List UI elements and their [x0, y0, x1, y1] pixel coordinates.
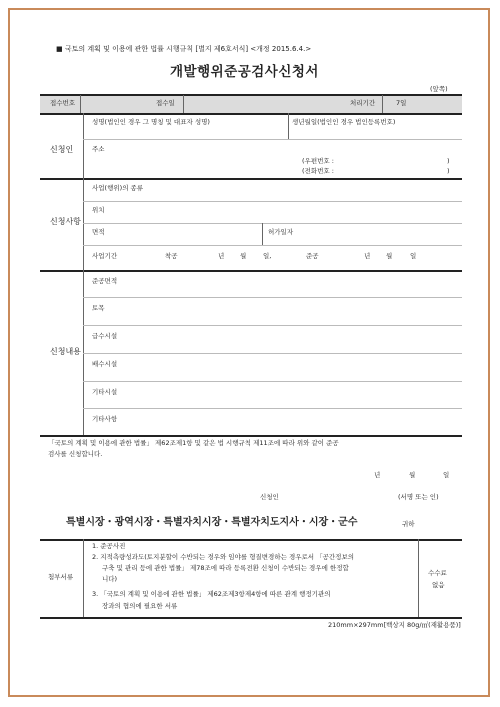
fee-label: 수수료: [428, 569, 447, 577]
attachment-line-4: 니다): [102, 575, 118, 583]
start-year[interactable]: 년: [218, 252, 225, 260]
completion-area-field[interactable]: 준공면적: [92, 277, 118, 285]
location-field[interactable]: 위치: [92, 206, 105, 214]
phone-label: (전화번호 :: [302, 167, 334, 175]
name-field[interactable]: 성명(법인인 경우 그 명칭 및 대표자 성명): [92, 118, 210, 126]
page-frame: [8, 8, 490, 697]
attachment-line-5: 3. 「국토의 계획 및 이용에 관한 법률」 제62조제3항제4항에 따른 관계 행정기관의: [92, 590, 331, 598]
address-field[interactable]: 주소: [92, 145, 105, 153]
start-label: 착공: [165, 252, 178, 260]
civil-works-field[interactable]: 토목: [92, 304, 105, 312]
date-month[interactable]: 월: [409, 471, 416, 479]
attachment-line-3: 구축 및 관리 등에 관한 법률」 제78조에 따라 등록전환 신청이 수반되는 경우에 한정합: [102, 564, 349, 572]
phone-close-paren: ): [447, 167, 450, 175]
date-year[interactable]: 년: [374, 471, 381, 479]
processing-period-label: 처리기간: [350, 99, 376, 107]
drainage-field[interactable]: 배수시설: [92, 360, 118, 368]
applicant-section-label: 신청인: [50, 145, 74, 154]
fee-value: 없음: [432, 581, 445, 589]
form-title: 개발행위준공검사신청서: [170, 64, 319, 80]
other-matters-field[interactable]: 기타사항: [92, 415, 118, 423]
recipient-suffix: 귀하: [402, 520, 415, 528]
receipt-number-label: 접수번호: [50, 99, 76, 107]
start-day[interactable]: 일,: [263, 252, 272, 260]
processing-period-value: 7일: [396, 99, 407, 107]
attachment-line-1: 1. 준공사진: [92, 542, 126, 550]
request-contents-section-label: 신청내용: [50, 347, 81, 356]
law-reference: ■ 국토의 계획 및 이용에 관한 법률 시행규칙 [별지 제6호서식] <개정 2015.6.4.>: [56, 45, 312, 53]
attachments-label: 첨부서류: [48, 573, 74, 581]
signature-field[interactable]: (서명 또는 인): [398, 493, 439, 501]
completion-day[interactable]: 일: [410, 252, 417, 260]
receipt-date-label: 접수일: [156, 99, 175, 107]
paper-spec: 210mm×297mm[백상지 80g/㎡(재활용품)]: [328, 621, 461, 629]
project-period-label: 사업기간: [92, 252, 118, 260]
project-type-field[interactable]: 사업(행위)의 종류: [92, 184, 144, 192]
attachment-line-6: 장과의 협의에 필요한 서류: [102, 602, 178, 610]
page-note: (앞쪽): [430, 85, 448, 93]
date-day[interactable]: 일: [443, 471, 450, 479]
permit-date-field[interactable]: 허가일자: [268, 228, 294, 236]
postal-code-label: (우편번호 :: [302, 157, 334, 165]
recipient-authorities: 특별시장・광역시장・특별자치시장・특별자치도지사・시장・군수: [66, 517, 358, 528]
signer-label: 신청인: [260, 493, 279, 501]
start-month[interactable]: 월: [240, 252, 247, 260]
form-paper: [10, 10, 488, 695]
attachment-line-2: 2. 지적측량성과도(토지분할이 수반되는 경우와 임야를 형질변경하는 경우로서 「공간정보의: [92, 553, 355, 561]
declaration-line-2: 검사를 신청합니다.: [48, 450, 103, 458]
completion-label: 준공: [306, 252, 319, 260]
postal-close-paren: ): [447, 157, 450, 165]
birth-date-field[interactable]: 생년월일(법인인 경우 법인등록번호): [292, 118, 396, 126]
other-facilities-field[interactable]: 기타시설: [92, 388, 118, 396]
declaration-line-1: 「국토의 계획 및 이용에 관한 법률」 제62조제1항 및 같은 법 시행규칙 제11조에 따라 위와 같이 준공: [48, 439, 339, 447]
request-matters-section-label: 신청사항: [50, 217, 81, 226]
completion-month[interactable]: 월: [386, 252, 393, 260]
area-field[interactable]: 면적: [92, 228, 105, 236]
completion-year[interactable]: 년: [364, 252, 371, 260]
water-supply-field[interactable]: 급수시설: [92, 332, 118, 340]
